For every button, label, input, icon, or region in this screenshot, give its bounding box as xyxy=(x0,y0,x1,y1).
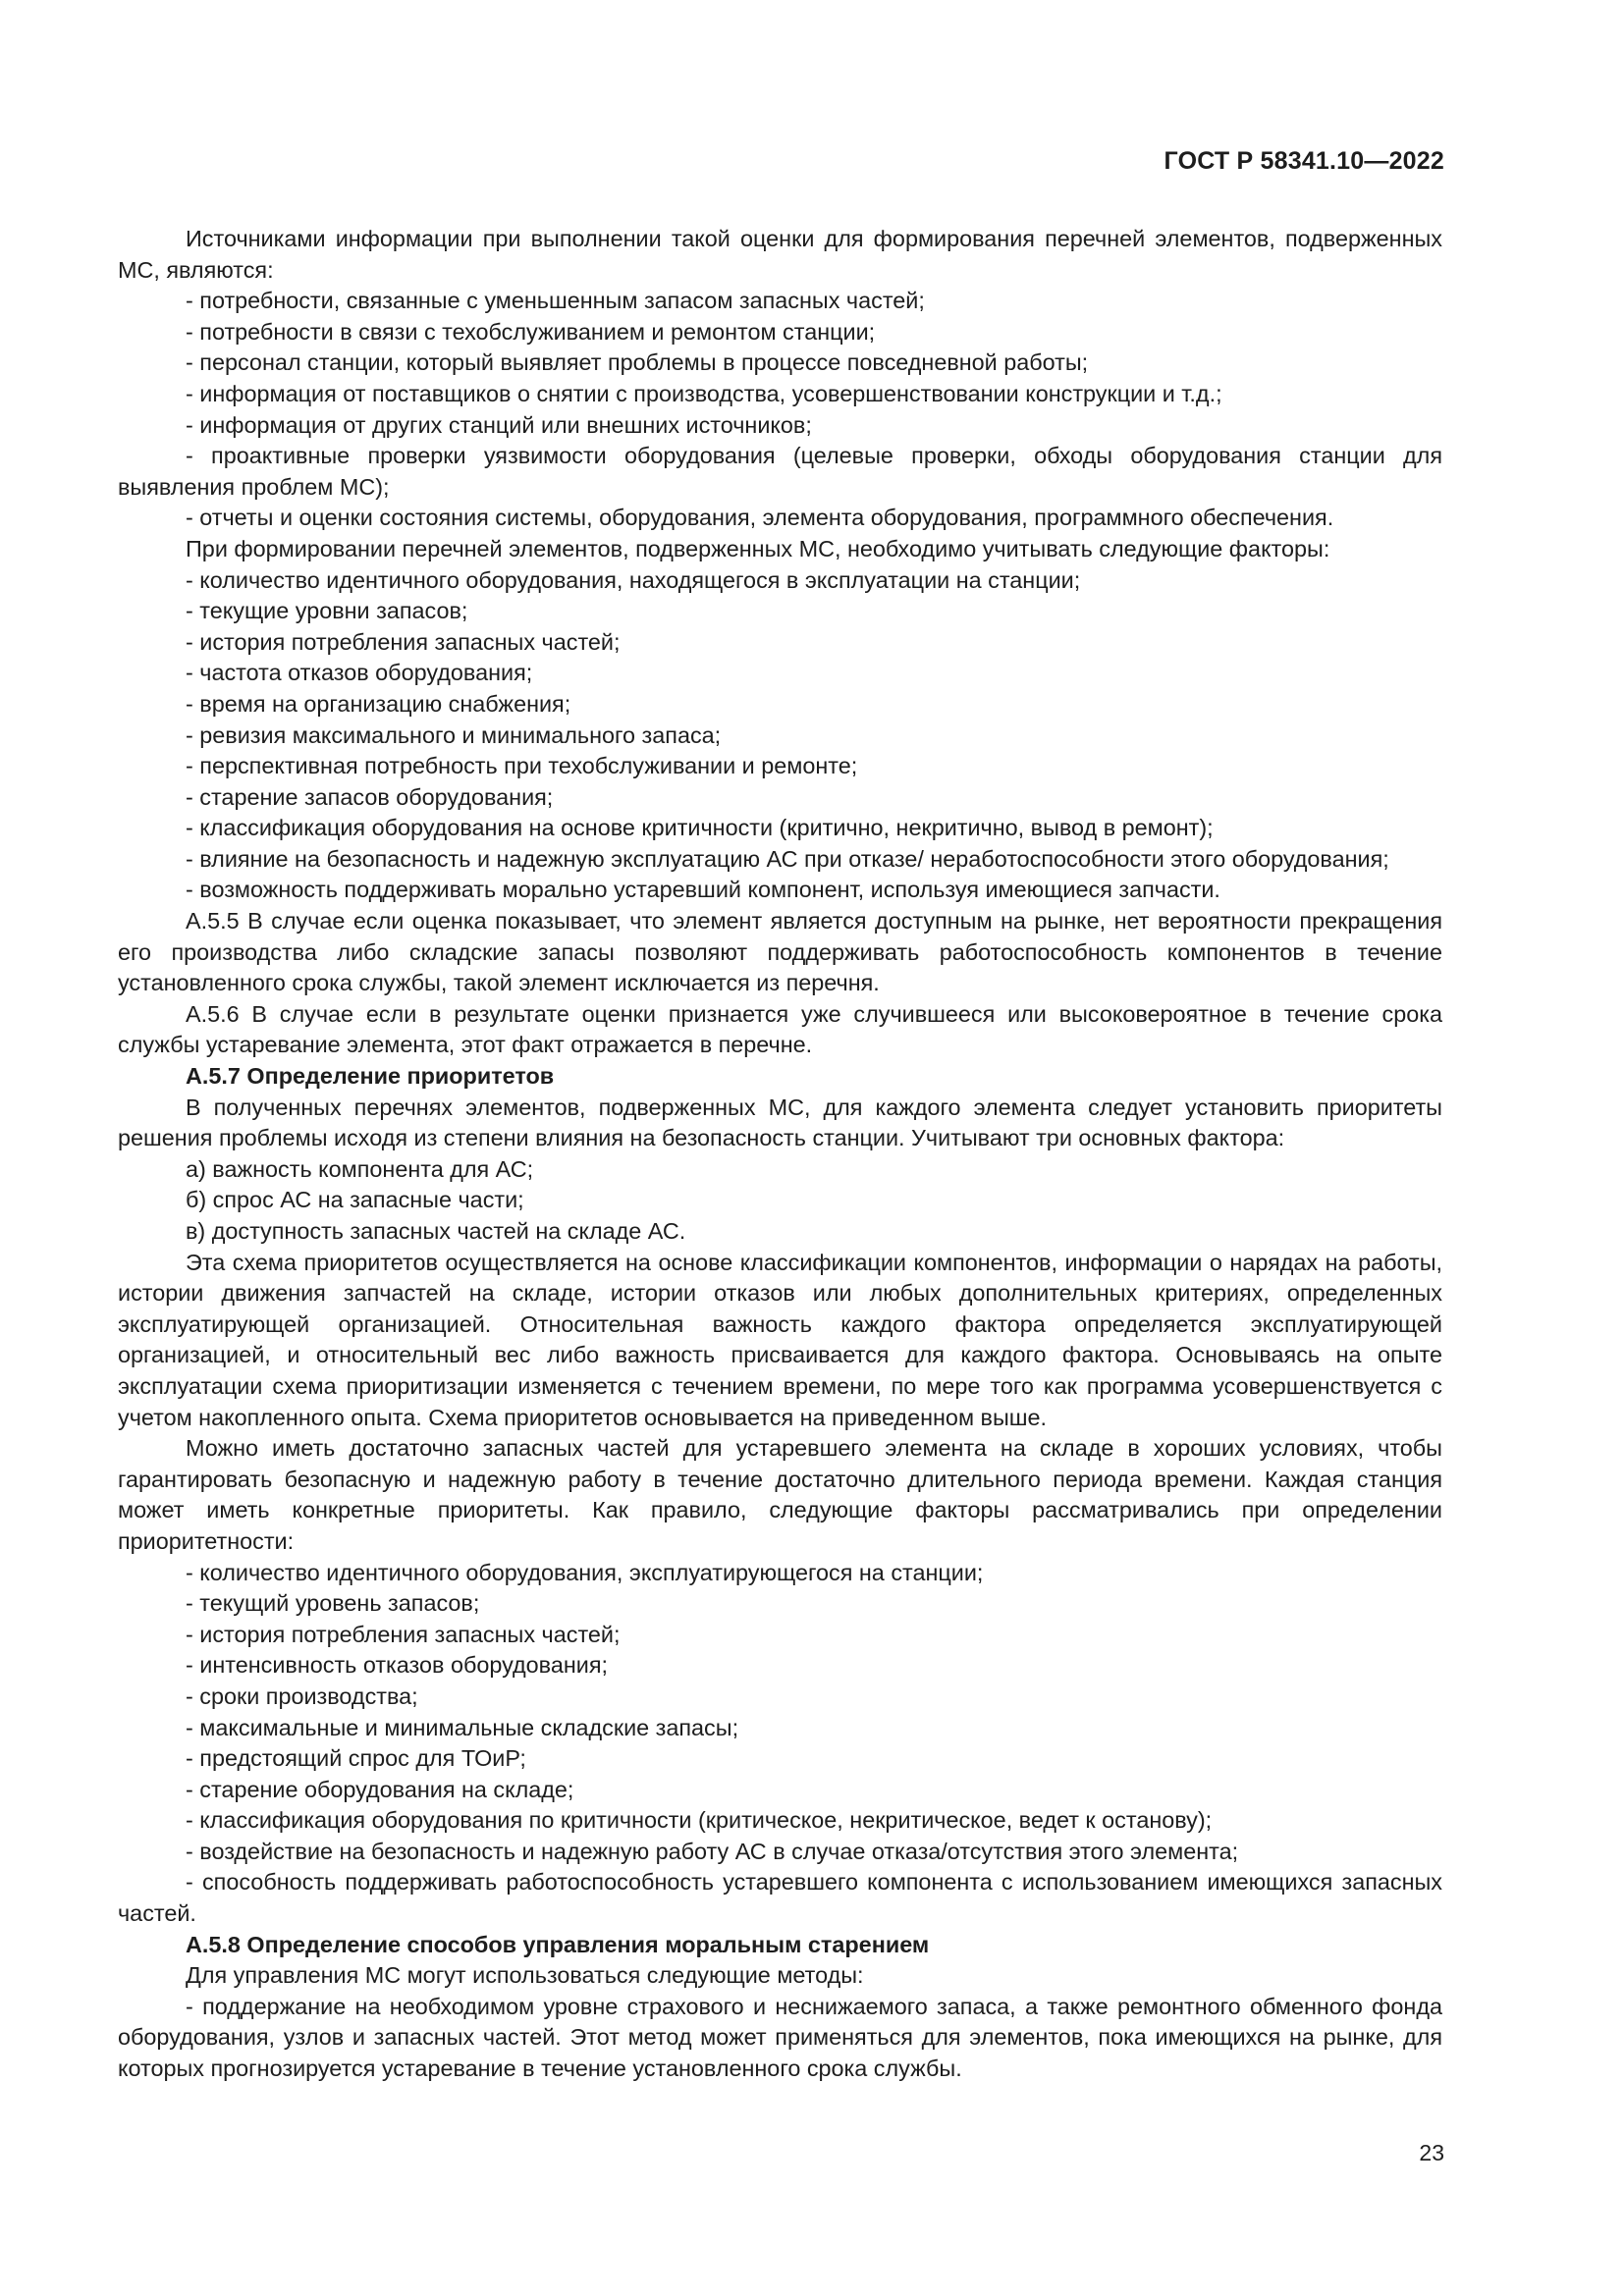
paragraph: - частота отказов оборудования; xyxy=(186,660,533,686)
paragraph: А.5.5 В случае если оценка показывает, что элемент является доступным на рынке, нет вероятности прекращения его производства либо складские запасы позволяют поддерживать работоспособность компонентов в течение установленного срока службы, такой элемент исключается из перечня. xyxy=(118,908,1442,996)
paragraph: - текущие уровни запасов; xyxy=(186,598,468,624)
paragraph: - классификация оборудования на основе критичности (критично, некритично, вывод в ремонт); xyxy=(186,815,1214,841)
paragraph: - проактивные проверки уязвимости оборудования (целевые проверки, обходы оборудования станции для выявления проблем МС); xyxy=(118,443,1442,500)
page-number: 23 xyxy=(1419,2140,1444,2165)
paragraph: а) важность компонента для АС; xyxy=(186,1155,534,1182)
paragraph: - потребности в связи с техобслуживанием и ремонтом станции; xyxy=(186,318,876,345)
paragraph: - классификация оборудования по критичности (критическое, некритическое, ведет к останову); xyxy=(186,1807,1213,1834)
paragraph: - время на организацию снабжения; xyxy=(186,690,571,717)
paragraph: А.5.6 В случае если в результате оценки признается уже случившееся или высоковероятное в течение срока службы устаревание элемента, этот факт отражается в перечне. xyxy=(118,1000,1442,1058)
section-heading: А.5.8 Определение способов управления моральным старением xyxy=(186,1931,930,1957)
paragraph: - отчеты и оценки состояния системы, оборудования, элемента оборудования, программного обеспечения. xyxy=(186,505,1334,531)
paragraph: - способность поддерживать работоспособность устаревшего компонента с использованием имеющихся запасных частей. xyxy=(118,1869,1442,1927)
paragraph: - история потребления запасных частей; xyxy=(186,628,621,655)
document-body xyxy=(118,224,1442,2085)
paragraph: в) доступность запасных частей на складе АС. xyxy=(186,1218,686,1244)
paragraph: б) спрос АС на запасные части; xyxy=(186,1187,524,1213)
paragraph: При формировании перечней элементов, подверженных МС, необходимо учитывать следующие факторы: xyxy=(186,535,1330,561)
paragraph: Эта схема приоритетов осуществляется на основе классификации компонентов, информации о нарядах на работы, истории движения запчастей на складе, истории отказов или любых дополнительных критериях, определенных эксплуатирующей организацией. Относительная важность каждого фактора определяется эксплуатирующей организацией, и относительный вес либо важность присваивается для каждого фактора. Основываясь на опыте эксплуатации схема приоритизации изменяется с течением времени, по мере того как программа усовершенствуется с учетом накопленного опыта. Схема приоритетов основывается на приведенном выше. xyxy=(118,1249,1442,1430)
paragraph: - старение оборудования на складе; xyxy=(186,1776,574,1802)
paragraph: - максимальные и минимальные складские запасы; xyxy=(186,1714,739,1740)
paragraph: - информация от поставщиков о снятии с производства, усовершенствовании конструкции и т.д.; xyxy=(186,380,1222,406)
paragraph: - ревизия максимального и минимального запаса; xyxy=(186,721,722,748)
paragraph: - количество идентичного оборудования, находящегося в эксплуатации на станции; xyxy=(186,566,1081,593)
paragraph: - перспективная потребность при техобслуживании и ремонте; xyxy=(186,753,858,779)
paragraph: - потребности, связанные с уменьшенным запасом запасных частей; xyxy=(186,288,925,314)
paragraph: В полученных перечнях элементов, подверженных МС, для каждого элемента следует установить приоритеты решения проблемы исходя из степени влияния на безопасность станции. Учитывают три основных фактора: xyxy=(118,1094,1442,1151)
paragraph: - интенсивность отказов оборудования; xyxy=(186,1652,609,1679)
paragraph: - возможность поддерживать морально устаревший компонент, используя имеющиеся запчасти. xyxy=(186,877,1220,903)
paragraph: - история потребления запасных частей; xyxy=(186,1621,621,1647)
paragraph: - предстоящий спрос для ТОиР; xyxy=(186,1745,526,1772)
paragraph: - сроки производства; xyxy=(186,1682,418,1709)
paragraph: - количество идентичного оборудования, эксплуатирующегося на станции; xyxy=(186,1559,984,1585)
paragraph: - влияние на безопасность и надежную эксплуатацию АС при отказе/ неработоспособности этого оборудования; xyxy=(186,845,1389,872)
paragraph: - воздействие на безопасность и надежную работу АС в случае отказа/отсутствия этого элемента; xyxy=(186,1838,1239,1864)
paragraph: - старение запасов оборудования; xyxy=(186,783,554,810)
paragraph: Можно иметь достаточно запасных частей для устаревшего элемента на складе в хороших условиях, чтобы гарантировать безопасную и надежную работу в течение достаточно длительного периода времени. Каждая станция может иметь конкретные приоритеты. Как правило, следующие факторы рассматривались при определении приоритетности: xyxy=(118,1435,1442,1554)
section-heading: А.5.7 Определение приоритетов xyxy=(186,1063,555,1090)
paragraph: - информация от других станций или внешних источников; xyxy=(186,411,812,438)
paragraph: - персонал станции, который выявляет проблемы в процессе повседневной работы; xyxy=(186,349,1089,376)
paragraph: - текущий уровень запасов; xyxy=(186,1590,480,1617)
page-header: ГОСТ Р 58341.10—2022 xyxy=(1164,147,1444,175)
paragraph: Для управления МС могут использоваться следующие методы: xyxy=(186,1962,864,1989)
paragraph: Источниками информации при выполнении такой оценки для формирования перечней элементов, подверженных МС, являются: xyxy=(118,226,1442,283)
paragraph: - поддержание на необходимом уровне страхового и неснижаемого запаса, а также ремонтного обменного фонда оборудования, узлов и запасных частей. Этот метод может применяться для элементов, пока имеющихся на рынке, для которых прогнозируется устаревание в течение установленного срока службы. xyxy=(118,1993,1442,2082)
